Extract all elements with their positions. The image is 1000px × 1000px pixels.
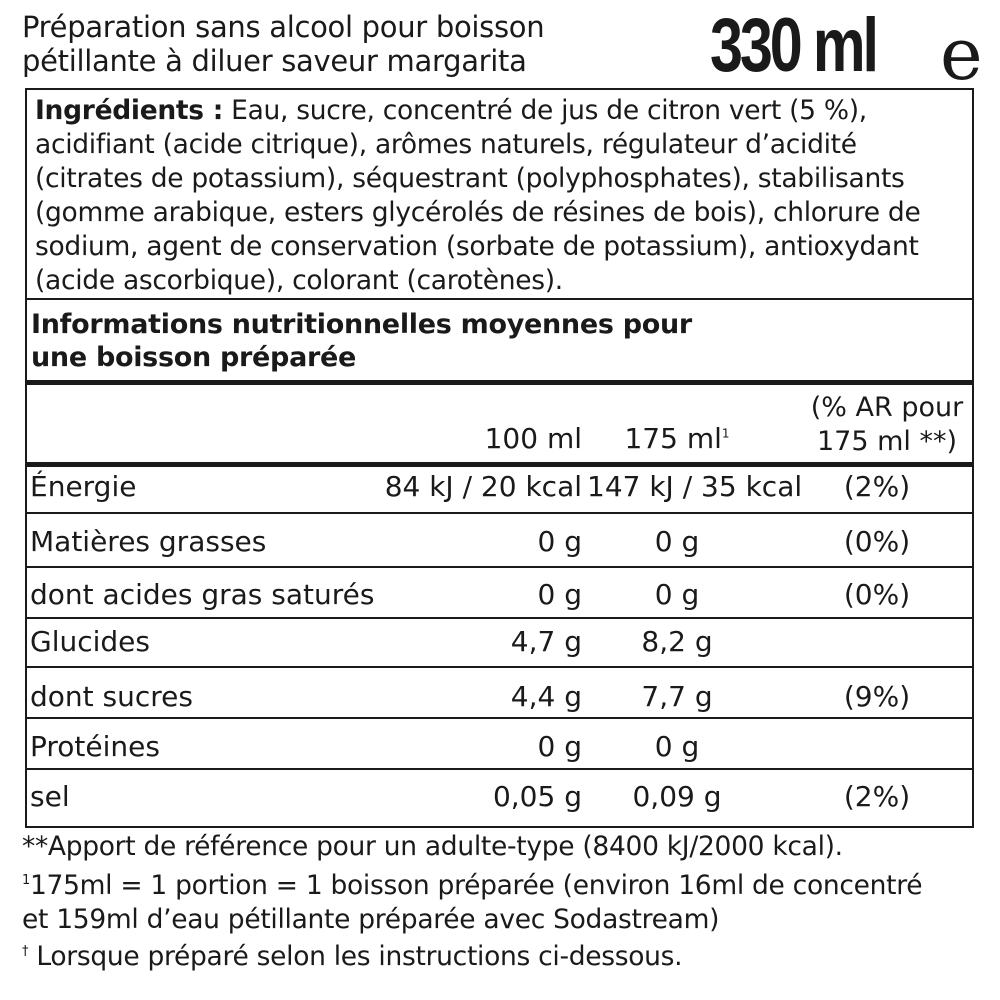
row-divider — [27, 566, 972, 568]
value-per-175ml: 8,2 g — [641, 625, 713, 658]
row-divider — [27, 768, 972, 770]
col-header-ar — [797, 391, 977, 459]
footnote-portion-marker: 1 — [22, 873, 30, 889]
title-line-2: pétillante à diluer saveur margarita — [22, 44, 527, 78]
nutrient-label: Matières grasses — [30, 525, 267, 558]
value-per-175ml: 0 g — [654, 578, 700, 611]
col-header-175ml-text: 175 ml — [624, 422, 722, 455]
nutrient-label: Protéines — [30, 730, 160, 763]
footnote-preparation-marker: † — [22, 944, 29, 960]
nutrition-title-line-2: une boisson préparée — [31, 342, 357, 373]
ingredients-text — [35, 94, 970, 298]
divider — [27, 462, 972, 467]
reference-intake-percent: (0%) — [843, 578, 911, 611]
table-bottom-border — [27, 826, 972, 828]
footnote-preparation-text: Lorsque préparé selon les instructions ci-dessous. — [28, 941, 683, 972]
ingredients-box — [25, 88, 974, 300]
col-header-175ml — [587, 422, 767, 456]
nutrient-label: dont sucres — [30, 680, 193, 713]
nutrient-label: sel — [30, 780, 70, 813]
volume-label: 330 ml — [710, 3, 876, 88]
value-per-100ml: 84 kJ / 20 kcal — [384, 470, 582, 503]
value-per-100ml: 4,7 g — [510, 625, 582, 658]
row-divider — [27, 512, 972, 514]
value-per-175ml: 0 g — [654, 525, 700, 558]
product-header — [22, 3, 983, 96]
reference-intake-percent: (9%) — [843, 680, 911, 713]
value-per-175ml: 7,7 g — [641, 680, 713, 713]
title-line-1: Préparation sans alcool pour boisson — [22, 10, 545, 44]
row-divider — [27, 666, 972, 668]
footnote-portion-line-2: et 159ml d’eau pétillante préparée avec Sodastream) — [22, 904, 720, 935]
reference-intake-percent: (2%) — [843, 470, 911, 503]
divider — [27, 380, 972, 385]
footnote-reference-intake: **Apport de référence pour un adulte-type (8400 kJ/2000 kcal). — [22, 831, 843, 862]
ingredients-list: Eau, sucre, concentré de jus de citron vert (5 %), acidifiant (acide citrique), arômes naturels, régulateur d’acidité (citrates de potassium), séquestrant (polyphosphates), stabilisants (gomme arabique, esters glycérolés de résines de bois), chlorure de sodium, agent de conservation (sorbate de potassium), antioxydant (acide ascorbique), colorant (carotènes). — [35, 95, 921, 296]
footnote-portion — [22, 869, 922, 902]
nutrient-label: dont acides gras saturés — [30, 578, 375, 611]
value-per-100ml: 0 g — [537, 525, 582, 558]
value-per-175ml: 147 kJ / 35 kcal — [587, 470, 803, 503]
nutrition-table — [25, 300, 974, 828]
value-per-175ml: 0,09 g — [632, 780, 722, 813]
nutrient-label: Énergie — [30, 470, 137, 503]
value-per-100ml: 4,4 g — [510, 680, 582, 713]
footnote-preparation — [22, 940, 682, 973]
footnote-portion-line-1: 175ml = 1 portion = 1 boisson préparée (environ 16ml de concentré — [29, 870, 923, 901]
value-per-100ml: 0,05 g — [492, 780, 582, 813]
row-divider — [27, 617, 972, 619]
reference-intake-percent: (2%) — [843, 780, 911, 813]
value-per-100ml: 0 g — [537, 730, 582, 763]
col-header-ar-line-1: (% AR pour — [810, 392, 964, 423]
col-header-100ml: 100 ml — [484, 422, 582, 455]
value-per-100ml: 0 g — [537, 578, 582, 611]
ingredients-label: Ingrédients : — [35, 95, 223, 126]
nutrition-title — [31, 308, 791, 374]
nutrient-label: Glucides — [30, 625, 150, 658]
product-title — [22, 10, 712, 78]
col-header-ar-line-2: 175 ml **) — [816, 426, 958, 457]
footnote-marker: 1 — [721, 426, 730, 441]
estimate-mark-icon: e — [940, 12, 983, 96]
value-per-175ml: 0 g — [654, 730, 700, 763]
row-divider — [27, 717, 972, 719]
reference-intake-percent: (0%) — [843, 525, 911, 558]
nutrition-title-line-1: Informations nutritionnelles moyennes pour — [31, 309, 692, 340]
